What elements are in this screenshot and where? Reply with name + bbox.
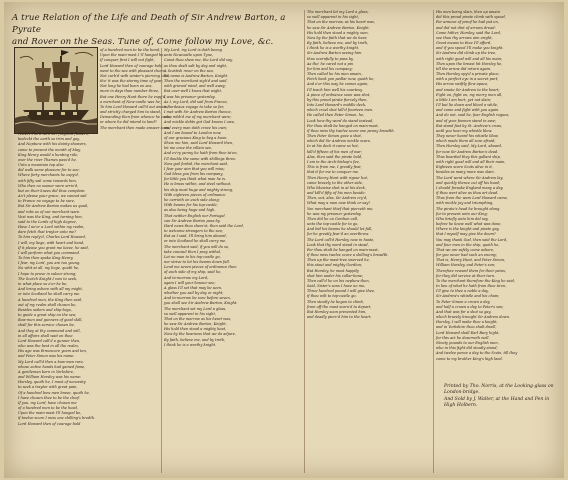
verse-line: I am in the Arch-bishop's fee, bbox=[307, 159, 360, 164]
ship-woodcut-icon bbox=[14, 47, 98, 134]
verse-line: Then Horsley spy'd a private place, bbox=[436, 72, 500, 77]
verse-line: Then Horsley said, My Lord, aboard, bbox=[436, 144, 503, 149]
verse-line: Into Lord Howard's middle deck, bbox=[307, 103, 367, 108]
verse-line: Then did he on Gordion call, bbox=[307, 216, 359, 221]
verse-line: with grieved mind, and well away; bbox=[164, 84, 226, 89]
verse-line: The Lord call'd Horsley now in haste, bbox=[307, 237, 375, 242]
verse-line: if thou miss twelve score a shilling's breadth. bbox=[307, 253, 389, 258]
verse-line: nor strive to let his beams down fall. bbox=[164, 260, 230, 265]
verse-line: and robs us of our merchant ware. bbox=[18, 209, 81, 214]
verse-line: Lord Howard then of courage bold, bbox=[100, 63, 164, 68]
verse-line: My Lord call'd then a bow-man rare, bbox=[18, 359, 84, 364]
verse-line: Fetch back yon pedlar now, quoth he, bbox=[307, 77, 375, 82]
verse-line: Then Henry Hunt with rigour hot, bbox=[307, 175, 369, 180]
verse-line: If it please you grant me leave, he said, bbox=[18, 245, 89, 250]
verse-line: unto Newcastle upon Tyne, bbox=[164, 53, 214, 58]
verse-line: I'll give to thee a noble a day, bbox=[436, 289, 489, 294]
verse-line: came to present the month of May, bbox=[18, 147, 81, 152]
verse-line: this stout and mighty Gordion; bbox=[307, 263, 363, 268]
verse-line: That on the morrow, as his heart was, bbox=[307, 20, 375, 25]
verse-line: For thou shalt be hanged on main-mast, bbox=[307, 123, 379, 128]
verse-line: And bid his beams he should let fall, bbox=[307, 227, 373, 232]
verse-line: And ev'ry penny he hath from thee ta'en, bbox=[164, 151, 238, 156]
verse-line: And to-morrow my Lord, bbox=[164, 275, 209, 280]
verse-line: Now god forbid, the merchant said, bbox=[164, 161, 229, 166]
verse-line: he saw Sir Andrew Barton, Knight. bbox=[307, 25, 370, 30]
verse-line: for he greatly fear'd an overthrow. bbox=[307, 232, 369, 237]
verse-line: as thou shalt salt by day and night, bbox=[164, 63, 228, 68]
verse-line: But over-well I know that wight, bbox=[164, 89, 223, 94]
verse-line: Where forty merchants he espy'd, bbox=[18, 173, 79, 178]
verse-line: who was the best in all the realm, bbox=[18, 344, 79, 349]
verse-line: came bravely to the other side, bbox=[307, 180, 363, 185]
verse-line: King Henry would a hunting ride, bbox=[18, 152, 79, 157]
paper-sheet bbox=[4, 2, 564, 478]
verse-line: If you, my Lord, have chosen me bbox=[18, 400, 77, 405]
verse-line: Eighteen score Scots alive in it, bbox=[436, 165, 493, 170]
verse-line: He called then Peter Simon, he, bbox=[307, 113, 365, 118]
verse-line: I think he is a worthy knight. bbox=[164, 342, 217, 347]
verse-line: And they at thy command and will, bbox=[18, 328, 81, 333]
verse-line: by this proud pirate fiercely then, bbox=[307, 97, 368, 102]
verse-line: to guide a great ship on the sea; bbox=[18, 313, 77, 318]
verse-line: To Peter Simon a crown a day, bbox=[436, 299, 491, 304]
verse-line: and Peter Simon was his name: bbox=[18, 354, 75, 359]
verse-line: unto the top-castle for to go, bbox=[307, 222, 359, 227]
verse-line: Who then no sooner were arriv'd, bbox=[18, 183, 79, 188]
verse-line: God bless you from his company, bbox=[164, 172, 224, 177]
verse-line: and strictly charged him to stand, bbox=[100, 110, 162, 115]
verse-line: from off the mast scorn'd to depart; bbox=[307, 304, 372, 309]
verse-line: or into Scotland he shall carry me. bbox=[164, 239, 227, 244]
verse-line: shot him under his collar-bone; bbox=[307, 273, 364, 278]
verse-line: his name is Andrew Barton, Knight. bbox=[164, 73, 229, 78]
verse-line: I'll but lie down and bleed a while, bbox=[436, 103, 499, 108]
verse-line: To him Lord Howard call'd out amain, bbox=[100, 104, 169, 109]
verse-line: Lord Howard shall Earl Bury hight, bbox=[436, 330, 500, 335]
verse-line: who robb'd me of my merchant ware; bbox=[164, 115, 232, 120]
verse-line: for this act he deserveth well. bbox=[436, 335, 490, 340]
verse-line: Upon the main-mast I'll hanged be, bbox=[18, 411, 82, 416]
verse-line: And e'er this way he comes again, bbox=[307, 82, 369, 87]
verse-line: kill'd fifteen of his men of war; bbox=[307, 149, 363, 154]
verse-line: that I myself may give the doom? bbox=[436, 232, 496, 237]
verse-line: which bravely brought Sir Andrew down. bbox=[436, 315, 511, 320]
verse-line: And bring ashore with all my might, bbox=[18, 287, 83, 292]
verse-line: of a hundred men to be the bond, bbox=[100, 48, 161, 52]
verse-line: can Sir Andrew Barton pass by. bbox=[164, 218, 221, 223]
verse-line: WHEN Flora with her fragrant flowers, bbox=[18, 132, 89, 136]
verse-line: And Neptune with his dainty showers, bbox=[18, 142, 87, 147]
verse-line: take counsel then I pray withal, bbox=[164, 249, 222, 254]
verse-line: Have I ne'er a Lord within my realm, bbox=[18, 225, 85, 230]
verse-line: Lend me seven pieces of ordinance then bbox=[164, 265, 237, 270]
verse-line: Lord Howard then of courage bold bbox=[18, 421, 81, 426]
verse-line: for to present unto our King; bbox=[436, 211, 488, 216]
verse-line: for now Sir Andrew Barton's dead. bbox=[436, 149, 499, 154]
verse-line: To the merchant therefore the King he said, bbox=[436, 278, 516, 283]
verse-line: Then the merchant sigh'd and said, bbox=[164, 79, 228, 84]
verse-line: to welcome strangers to the sea; bbox=[164, 229, 223, 234]
verse-line: whether you sail by day or night; bbox=[164, 291, 224, 296]
verse-line: Then called he his men amain, bbox=[307, 72, 362, 77]
verse-line: before he knew well what was done, bbox=[436, 222, 502, 227]
verse-line: Let no man to his top-castle go, bbox=[164, 254, 221, 259]
verse-line: Horsley, quoth he, I must of necessity bbox=[18, 380, 86, 385]
verse-line: Said, Sister's sons I have no mo, bbox=[307, 284, 366, 289]
verse-line: with mickle joy and triumphing, bbox=[436, 201, 494, 206]
verse-line: A piece of ordnance soon was shot, bbox=[307, 92, 371, 97]
verse-line: Unto a mountain top also bbox=[18, 163, 64, 168]
verse-line: and smote Sir Andrew to the heart; bbox=[436, 87, 500, 92]
verse-line: in what place so e'er he be, bbox=[18, 281, 68, 286]
verse-line: A gentleman born in Yorkshire, bbox=[18, 369, 75, 374]
verse-line: But Horsley, he most happily bbox=[307, 268, 359, 273]
verse-line: with right good will and all his main; bbox=[436, 56, 503, 61]
verse-line: if twelve-score I miss one shilling's bredth. bbox=[18, 416, 96, 421]
verse-line: until you hear my whistle blow. bbox=[436, 128, 493, 133]
verse-line: An't please your grace, we cannot sail bbox=[18, 194, 87, 199]
verse-line: Then Peter Simon gave a shot, bbox=[307, 134, 362, 139]
verse-line: Shew me him, said Lord Howard then, bbox=[164, 141, 234, 146]
verse-line: that it for me to conquer me. bbox=[307, 170, 360, 175]
verse-line: Not curb'd with winter's piercing cold, bbox=[100, 73, 170, 78]
verse-line: whose active hands had gained fame, bbox=[18, 364, 86, 369]
verse-line: Yon merchant thief that pierceth me, bbox=[307, 206, 374, 211]
verse-line: As I, my Lord, did sail from France, bbox=[164, 99, 228, 104]
verse-line: shall for this service chosen be, bbox=[18, 323, 75, 328]
verse-line: so well apparent in his sight, bbox=[164, 311, 216, 316]
verse-line: And to-morrow be sure before seven, bbox=[164, 296, 231, 301]
verse-line: with right good will and all their main, bbox=[436, 159, 506, 164]
verse-line: For thou shalt be hanged on main-mast, bbox=[307, 247, 379, 252]
verse-line: for him and his company; bbox=[307, 66, 353, 71]
verse-line: He is brass within, and steel without, bbox=[164, 182, 232, 187]
verse-line: for they did service at their turn. bbox=[436, 273, 496, 278]
column-1 bbox=[18, 132, 156, 472]
printer-imprint bbox=[444, 384, 562, 410]
verse-line: I should forsake England many a day, bbox=[436, 185, 504, 190]
verse-line: bedeckt the earth so trim and gay, bbox=[18, 137, 80, 142]
verse-line: Then stoutly he began to climb, bbox=[307, 299, 364, 304]
verse-line: I'll teach him well his courtesy. bbox=[307, 87, 363, 92]
verse-line: I have chosen thee to be the chief. bbox=[18, 395, 80, 400]
verse-line: went to the sea with pleasant cheer, bbox=[100, 68, 166, 73]
verse-line: Bow-men and gunners of good skill, bbox=[18, 318, 83, 323]
verse-line: he was my prisoner yesterday. bbox=[307, 211, 362, 216]
verse-line: And that was for a shot so gay, bbox=[436, 309, 492, 314]
verse-line: again I will your honour see; bbox=[164, 280, 216, 285]
verse-line: did walk some pleasure for to see; bbox=[18, 168, 80, 173]
verse-line: Where is the knight and pirate gay, bbox=[436, 227, 500, 232]
verse-line: and in Yorkshire thou shalt dwell, bbox=[436, 325, 497, 330]
verse-line: Canst thou shew me, the Lord did say, bbox=[164, 58, 233, 63]
verse-line: a merchant of New-castle was he; bbox=[100, 99, 162, 104]
verse-line: as also being huge and high, bbox=[164, 208, 216, 213]
verse-line: But stand fast by St. Andrew's cross, bbox=[436, 123, 503, 128]
imprint-line-1: Printed by Tho. Norris, at the Looking-glass on London-bridge. bbox=[444, 384, 554, 396]
column-divider bbox=[161, 48, 162, 473]
verse-line: and come and fight with you again. bbox=[436, 108, 500, 113]
verse-line: I was his prisoner yesterday. bbox=[164, 94, 216, 99]
verse-line: Who likewise shot in at his deck, bbox=[307, 185, 366, 190]
verse-line: and if you speed I'll make you knight. bbox=[436, 46, 504, 51]
verse-line: The merchant then made answer soon, bbox=[100, 125, 171, 130]
verse-line: and kill'd fifty of his men beside: bbox=[307, 191, 366, 196]
title-line-1: A true Relation of the Life and Death of Sir Andrew Barton, a Pyrate bbox=[12, 13, 286, 35]
verse-line: Sir Andrew Barton seeing him bbox=[307, 51, 362, 56]
verse-line: if thou wilt to top-castle go. bbox=[307, 294, 357, 299]
column-1-top bbox=[100, 48, 172, 132]
verse-line: Upon the main-mast I 'll hanged be, bbox=[100, 53, 165, 58]
verse-line: To him then spake King Henry, bbox=[18, 256, 74, 261]
verse-line: You may thank God, then said the Lord, bbox=[436, 237, 508, 242]
verse-line: for little you think what man he is. bbox=[164, 177, 227, 182]
verse-line: with a perfect eye in a secret part; bbox=[436, 77, 499, 82]
verse-line: if thou miss thy twelve score one penny breadth. bbox=[307, 128, 395, 133]
verse-line: William Horsley, and Peter's son; bbox=[436, 263, 496, 268]
verse-line: for you never had such an enemy; bbox=[436, 253, 498, 258]
verse-line: And mickle debts got God knows I owe, bbox=[164, 120, 236, 125]
verse-line: or into Scotland he shall carry me. bbox=[18, 292, 81, 297]
verse-line: Alas, then said the pirate bold, bbox=[307, 154, 363, 159]
verse-line: A hundred men, the King then said, bbox=[18, 297, 83, 302]
verse-line: let me once the villain see, bbox=[164, 146, 213, 151]
verse-line: I fear your aim that you will miss; bbox=[164, 166, 225, 171]
verse-line: That is, Henry Hunt, and Peter Simon, bbox=[436, 258, 506, 263]
verse-line: Then, out, alas, Sir Andrew cry'd, bbox=[307, 196, 368, 201]
verse-line: a Burdeaux voyage to take so far, bbox=[164, 104, 225, 109]
verse-line: besides as many more was slain. bbox=[436, 170, 495, 175]
verse-line: The merchant set my Lord a glass, bbox=[164, 306, 227, 311]
verse-line: Thus boarded they this gallant ship, bbox=[436, 154, 501, 159]
verse-line: The merchant let my Lord a glass, bbox=[307, 10, 369, 14]
verse-line: in all affairs shall wait on thee. bbox=[18, 333, 74, 338]
verse-line: till the arrow did return again. bbox=[436, 66, 492, 71]
column-divider bbox=[304, 10, 305, 473]
column-3 bbox=[307, 10, 435, 472]
verse-line: That we are safely come ashore, bbox=[436, 247, 495, 252]
verse-line: a little I am hurt, yet not slain; bbox=[436, 97, 492, 102]
verse-line: which made them all sore afraid; bbox=[436, 139, 496, 144]
verse-line: I'll double the same with shillings three. bbox=[164, 156, 237, 161]
verse-line: which did Sir Andrew mickle scare, bbox=[307, 139, 371, 144]
verse-line: I fear, my Lord, you are too young. bbox=[18, 261, 81, 266]
verse-line: Who briefly unto him did say, bbox=[436, 216, 489, 221]
verse-line: tho' it was the stormy time of year; bbox=[100, 79, 164, 84]
verse-line: And I am bound to London now, bbox=[164, 130, 222, 135]
verse-line: his ship most huge and mighty strong, bbox=[164, 187, 234, 192]
verse-line: and quickly thence cut off his head; bbox=[436, 180, 501, 185]
verse-line: Besides sailors and ship-boys, bbox=[18, 307, 72, 312]
verse-line: or where he did intend to land? bbox=[100, 120, 157, 125]
column-divider bbox=[433, 10, 434, 473]
verse-line: Thus from the wars Lord Howard came, bbox=[436, 196, 508, 201]
column-4 bbox=[436, 10, 564, 382]
verse-line: and half a crown a day to Peter's son; bbox=[436, 304, 504, 309]
verse-line: see thou thy arrows aim aright, bbox=[436, 35, 493, 40]
verse-line: I will perform what you command. bbox=[18, 250, 80, 255]
verse-line: His men being slain, then up amain bbox=[436, 10, 500, 14]
verse-line: I think he is a worthy knight. bbox=[307, 46, 360, 51]
verse-line: With eighteen pieces of ordinance bbox=[164, 192, 226, 197]
verse-line: By faith, believe me, and by troth, bbox=[164, 337, 226, 342]
verse-line: Now by the faith that we do bear, bbox=[307, 35, 368, 40]
verse-line: Sir Andrew did climb up the tree, bbox=[436, 51, 497, 56]
imprint-line-2: And Sold by J. Walter, at the Hand and Pen in High Holbern. bbox=[444, 396, 550, 409]
verse-line: For armour of proof he had put on, bbox=[436, 20, 499, 25]
verse-line: more in days than number three, bbox=[100, 89, 160, 94]
verse-line: They never heard his whistle blow, bbox=[436, 134, 499, 139]
verse-line: Look how thy word do stand instead, bbox=[307, 118, 374, 123]
verse-line: with fifty sail come towards him, bbox=[18, 178, 77, 183]
verse-line: What may a man now think or say? bbox=[307, 201, 371, 206]
verse-line: and every man doth crave his own; bbox=[164, 125, 228, 130]
verse-line: To him reply'd, Charles Lord Howard, bbox=[18, 235, 87, 240]
verse-line: By faith, believe me, and by troth, bbox=[307, 41, 369, 46]
verse-line: Sir Andrew's whistle and his chain; bbox=[436, 294, 500, 299]
ballad-title bbox=[12, 12, 317, 48]
verse-line: No whit at all, my liege, quoth he, bbox=[18, 266, 80, 271]
verse-line: But Sir Andrew Barton makes us quail, bbox=[18, 204, 89, 209]
verse-line: Ninety pounds to our English men, bbox=[436, 341, 499, 345]
verse-line: This is from me, I greatly fear, bbox=[307, 165, 362, 170]
verse-line: so well apparent in his sight, bbox=[307, 15, 359, 20]
verse-line: to seek a traytor with great pain, bbox=[18, 385, 78, 390]
verse-line: Then call'd he on his nephew then, bbox=[307, 278, 370, 283]
verse-line: With beams for his top-castle, bbox=[164, 203, 218, 208]
verse-line: Not long he had been on sea, bbox=[100, 84, 153, 89]
verse-line: But as I said, I'll bring him aboard, bbox=[164, 234, 227, 239]
verse-line: But Horsley soon prevented him, bbox=[307, 309, 367, 314]
verse-line: A Scottish rover on the sea, bbox=[164, 68, 214, 73]
verse-line: Hard news thou shew'st, then said the Lord, bbox=[164, 223, 244, 228]
verse-line: if thou wert alive as thou art dead. bbox=[436, 191, 499, 196]
verse-line: That on the morrow as his heart was, bbox=[164, 316, 232, 321]
verse-line: he carrieth on each side along; bbox=[164, 197, 220, 202]
verse-line: to France no voyage to be sure, bbox=[18, 199, 75, 204]
verse-line: His age was threescore years and ten, bbox=[18, 349, 87, 354]
verse-line: As tho' he cared not a pin bbox=[307, 61, 354, 66]
verse-line: of a hundred men to be the head, bbox=[18, 406, 79, 411]
verse-line: His hold then stood a mighty heat, bbox=[164, 327, 227, 332]
verse-line: That neither English nor Portugal bbox=[164, 213, 225, 218]
verse-line: But one Henry Hunt there he espy'd, bbox=[100, 94, 167, 99]
verse-line: His hold then stood a mighty sum, bbox=[307, 30, 369, 35]
verse-line: but on their knees did thus complain: bbox=[18, 188, 86, 193]
verse-line: Vext was the King, and turning him, bbox=[18, 214, 83, 219]
verse-line: said to the Lords of high degree, bbox=[18, 219, 77, 224]
verse-line: Three hundred pound I will give thee, bbox=[307, 289, 376, 294]
verse-line: And twelve pence a day to the Scots, till they bbox=[436, 351, 518, 356]
verse-line: I will, my liege, with heart and hand, bbox=[18, 240, 85, 245]
verse-line: Then upon the breast hit Horsley he, bbox=[436, 61, 503, 66]
verse-line: Fight on, fight on, my merry men all, bbox=[436, 92, 503, 97]
verse-line: which cruel shot kill'd fourteen men. bbox=[307, 108, 374, 113]
verse-line: The pirate's head he brought along bbox=[436, 206, 500, 211]
verse-line: In at his deck it came so hot, bbox=[307, 144, 359, 149]
verse-line: I hope to prove in valour strong; bbox=[18, 271, 77, 276]
verse-line: you shall see Sir Andrew Barton, Knight. bbox=[164, 301, 238, 306]
title-line-2: and Rover on the Seas. bbox=[12, 37, 116, 47]
verse-line: he saw Sir Andrew Barton, Knight. bbox=[164, 322, 227, 327]
verse-line: of each side of my ship, said he, bbox=[164, 270, 222, 275]
verse-line: and four men in the ship, quoth he, bbox=[436, 242, 500, 247]
verse-line: Now by the hearness that we do adjure, bbox=[164, 332, 236, 337]
verse-line: And do not, said he, fear English rogues, bbox=[436, 113, 510, 118]
verse-line: of our gracious King to beg a boon. bbox=[164, 135, 228, 140]
column-2 bbox=[164, 48, 304, 473]
verse-line: thus scornfully to pass by, bbox=[307, 56, 354, 61]
verse-line: did this proud pirate climb with speed, bbox=[436, 15, 506, 20]
verse-line: Come hither, Horsley, said the Lord, bbox=[436, 30, 501, 35]
verse-line: over the river Thames pass'd he, bbox=[18, 157, 77, 162]
title-tune: Tune of, Come follow my Love, &c. bbox=[117, 37, 274, 47]
verse-line: and William Horsley was his name: bbox=[18, 375, 82, 380]
verse-line: who in this fight did stoutly stand; bbox=[436, 346, 498, 351]
verse-line: If conquer first I will not fight, bbox=[100, 58, 155, 63]
verse-line: I met with Sir Andrew Barton thence, bbox=[164, 110, 232, 115]
verse-line: and of your foemen stand in awe; bbox=[436, 118, 497, 123]
verse-line: The Lord went where Sir Andrew lay, bbox=[436, 175, 504, 180]
verse-line: out of my realm shall chosen be, bbox=[18, 302, 77, 307]
verse-line: and deadly pierc'd him to the heart. bbox=[307, 315, 372, 320]
verse-line: Then up the mast-tree swerved he, bbox=[307, 258, 370, 263]
verse-line: Great means to thee I'll afford, bbox=[436, 41, 492, 46]
verse-line: A glass I'll set that may be seen, bbox=[164, 285, 223, 290]
verse-line: Lord Howard call'd a gunner then, bbox=[18, 338, 81, 343]
verse-line: In lieu of what he hath from thee ta'en, bbox=[436, 284, 507, 289]
verse-line: Demanding then from whence he came, bbox=[100, 115, 172, 120]
verse-line: Look that thy word stand in stead, bbox=[307, 242, 369, 247]
verse-line: His arrow swiftly flew apace, bbox=[436, 82, 489, 87]
verse-line: Of a hundred bow men brave, quoth he, bbox=[18, 390, 90, 395]
verse-line: Therefore reward them for their pains, bbox=[436, 268, 507, 273]
verse-line: dare fetch that traytor unto me? bbox=[18, 230, 77, 235]
verse-line: The Scotch Knight I vow to seek, bbox=[18, 276, 78, 281]
verse-line: come to my brother King's high land. bbox=[436, 356, 503, 361]
verse-line: Horsley, I will make thee a knight, bbox=[436, 320, 498, 325]
verse-line: My Lord, my Lord is doth beong bbox=[164, 48, 222, 52]
verse-line: and did not dint of arrows dread: bbox=[436, 25, 496, 30]
verse-line: The merchant said, if you will do so, bbox=[164, 244, 230, 249]
